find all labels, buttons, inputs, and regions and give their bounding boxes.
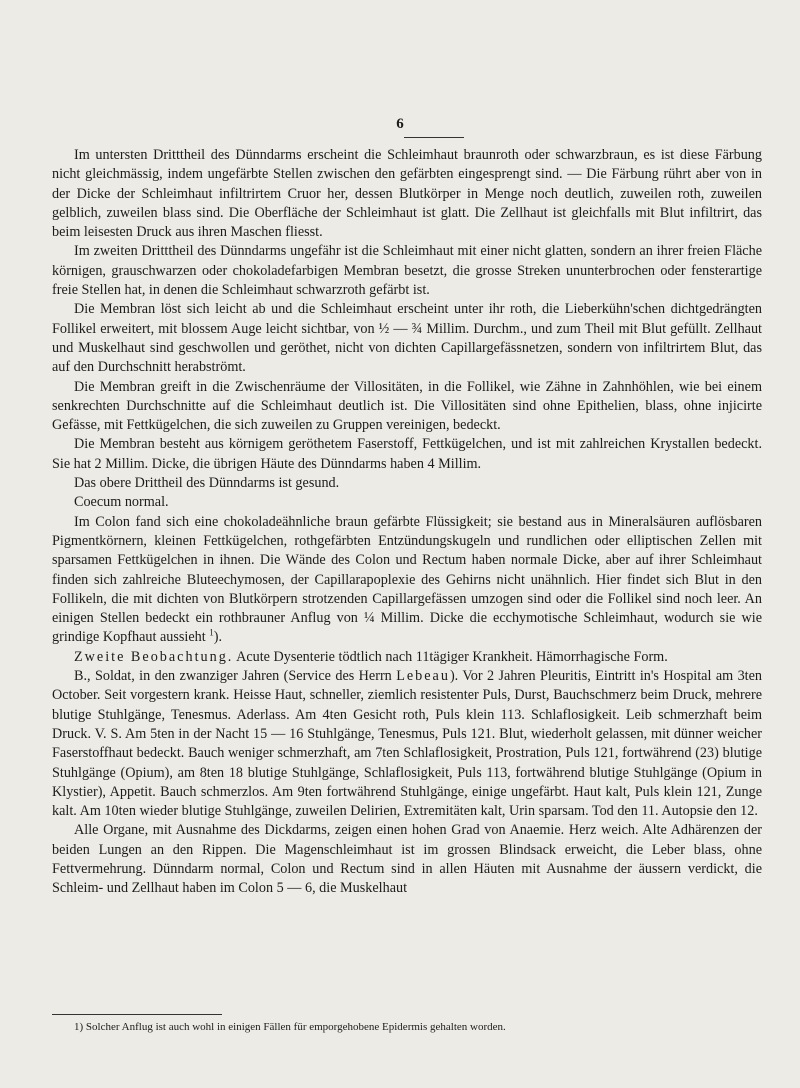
- section-heading: [52, 648, 762, 667]
- page-number-rule: [404, 137, 464, 138]
- footnote-marker: 1: [209, 627, 214, 638]
- paragraph-text: Im Colon fand sich eine chokoladeähnliche braun gefärbte Flüssigkeit; sie bestand aus in Mineralsäuren auflösbaren Pigmentkörnern, kleinen Fettkügelchen, rothgefärbten Entzündungskugeln und rundlichen oder elliptischen Zellen mit sparsamen Fettkügelchen in ihnen. Die Wände des Colon und Rectum haben normale Dicke, aber auf ihrer Schleimhaut finden sich zahlreiche Bluteechymosen, der Capillarapoplexie des Gehirns nicht unähnlich. Hier findet sich Blut in den Follikeln, die mit dichten von Blutkörpern strotzenden Capillargefässen umzogen sind oder die Follikel sind noch leer. An einigen Stellen bedeckt ein rothbrauner Anflug von ¼ Millim. Dicke die ecchymotische Schleimhaut, wodurch sie wie grindige Kopfhaut aussieht: [52, 513, 762, 646]
- paragraph: Im zweiten Dritttheil des Dünndarms ungefähr ist die Schleimhaut mit einer nicht glatten, sondern an ihrer freien Fläche körnigen, grauschwarzen oder chokoladefarbigen Membran besetzt, die grosse Streken ununterbrochen oder fensterartige freie Stellen hat, in denen die Schleimhaut schwarzroth gefärbt ist.: [52, 243, 762, 299]
- case-text-prefix: B., Soldat, in den zwanziger Jahren (Service des Herrn: [74, 668, 397, 685]
- footnote: 1) Solcher Anflug ist auch wohl in einigen Fällen für emporgehobene Epidermis gehalten worden.: [74, 1021, 506, 1033]
- paragraph: Das obere Drittheil des Dünndarms ist gesund.: [74, 475, 340, 492]
- heading-subtitle: Acute Dysenterie tödtlich nach 11tägiger Krankheit. Hämorrhagische Form.: [233, 648, 668, 665]
- paragraph: Die Membran löst sich leicht ab und die Schleimhaut erscheint unter ihr roth, die Lieberkühn'schen dichtgedrängten Follikel erweitert, mit blossem Auge leicht sichtbar, von ½ — ¾ Millim. Durchm., und zum Theil mit Blut gefüllt. Zellhaut und Muskelhaut sind geschwollen und geröthet, nicht von dichten Capillargefässnetzen, sondern von infiltrirtem Blut, das auf den Durchschnitt herabströmt.: [52, 301, 762, 376]
- paragraph: Die Membran greift in die Zwischenräume der Villositäten, in die Follikel, wie Zähne in Zahnhöhlen, wie bei einem senkrechten Durchschnitte auf die Schleimhaut deutlich ist. Die Villositäten sind ohne Epithelien, blass, ohne injicirte Gefässe, mit Fettkügelchen, die sich zuweilen zu Gruppen vereinigen, bedeckt.: [52, 378, 762, 434]
- paragraph: Coecum normal.: [74, 494, 169, 511]
- case-paragraph: [52, 667, 762, 821]
- footnote-rule: [52, 1014, 222, 1015]
- paragraph: Alle Organe, mit Ausnahme des Dickdarms, zeigen einen hohen Grad von Anaemie. Herz weich. Alte Adhärenzen der beiden Lungen an den Rippen. Die Magenschleimhaut ist im grossen Blindsack erweicht, die Leber blass, ohne Fettvermehrung. Dünndarm normal, Colon und Rectum sind in allen Häuten mit Ausnahme der äussern verdickt, die Schleim- und Zellhaut haben im Colon 5 — 6, die Muskelhaut: [52, 822, 762, 897]
- heading-title: Zweite Beobachtung.: [74, 648, 234, 665]
- paragraph: Die Membran besteht aus körnigem geröthetem Faserstoff, Fettkügelchen, und ist mit zahlreichen Krystallen bedeckt. Sie hat 2 Millim. Dicke, die übrigen Häute des Dünndarms haben 4 Millim.: [52, 436, 762, 472]
- paragraph: Im untersten Dritttheil des Dünndarms erscheint die Schleimhaut braunroth oder schwarzbraun, es ist diese Färbung nicht gleichmässig, indem ungefärbte Stellen zwischen den gefärbten eingesprengt sind. — Die Färbung rührt aber von in der Dicke der Schleimhaut infiltrirtem Cruor her, dessen Blutkörper in Menge noch deutlich, zuweilen roth, zuweilen gelblich, zuweilen blass sind. Die Oberfläche der Schleimhaut ist glatt. Die Zellhaut ist gleichfalls mit Blut infiltrirt, das beim leisesten Druck aus ihren Maschen fliesst.: [52, 147, 762, 241]
- physician-name: Lebeau: [396, 668, 450, 685]
- case-text: ). Vor 2 Jahren Pleuritis, Eintritt in's Hospital am 3ten October. Seit vorgestern krank. Heisse Haut, schneller, ziemlich resistenter Puls, Durst, Bauchschmerz beim Druck, mehrere blutige Stuhlgänge, Tenesmus. Aderlass. Am 4ten Gesicht roth, Puls klein 113. Schlaflosigkeit. Leib schmerzhaft beim Druck. V. S. Am 5ten in der Nacht 15 — 16 Stuhlgänge, Tenesmus, Puls 121. Blut, wiederholt gelassen, mit dünner weicher Faserstoffhaut bedeckt. Bauch weniger schmerzhaft, am 7ten Schlaflosigkeit, Prostration, Puls 121, fortwährend (23) blutige Stuhlgänge (Opium), am 8ten 18 blutige Stuhlgänge, Schlaflosigkeit, Puls 113, fortwährend blutige Stuhlgänge (Opium in Klystier), Appetit. Bauch schmerzlos. Am 9ten fortwährend Stuhlgänge, einige ungefärbt. Haut kalt, Puls klein 121, Zunge kalt. Am 10ten wieder blutige Stuhlgänge, zuweilen Delirien, Extremitäten kalt, Urin sparsam. Tod den 11. Autopsie den 12.: [52, 668, 763, 820]
- page-number: 6: [396, 116, 404, 132]
- paragraph-with-footnote: Im Colon fand sich eine chokoladeähnliche braun gefärbte Flüssigkeit; sie bestand aus in Mineralsäuren auflösbaren Pigmentkörnern, kleinen Fettkügelchen, rothgefärbten Entzündungskugeln und rundlichen oder elliptischen Zellen mit sparsamen Fettkügelchen in ihnen. Die Wände des Colon und Rectum haben normale Dicke, aber auf ihrer Schleimhaut finden sich zahlreiche Bluteechymosen, der Capillarapoplexie des Gehirns nicht unähnlich. Hier findet sich Blut in den Follikeln, die mit dichten von Blutkörpern strotzenden Capillargefässen umzogen sind oder die Follikel sind noch leer. An einigen Stellen bedeckt ein rothbrauner Anflug von ¼ Millim. Dicke die ecchymotische Schleimhaut, wodurch sie wie grindige Kopfhaut aussieht $^1$).: [52, 513, 762, 646]
- body-text: [52, 146, 762, 899]
